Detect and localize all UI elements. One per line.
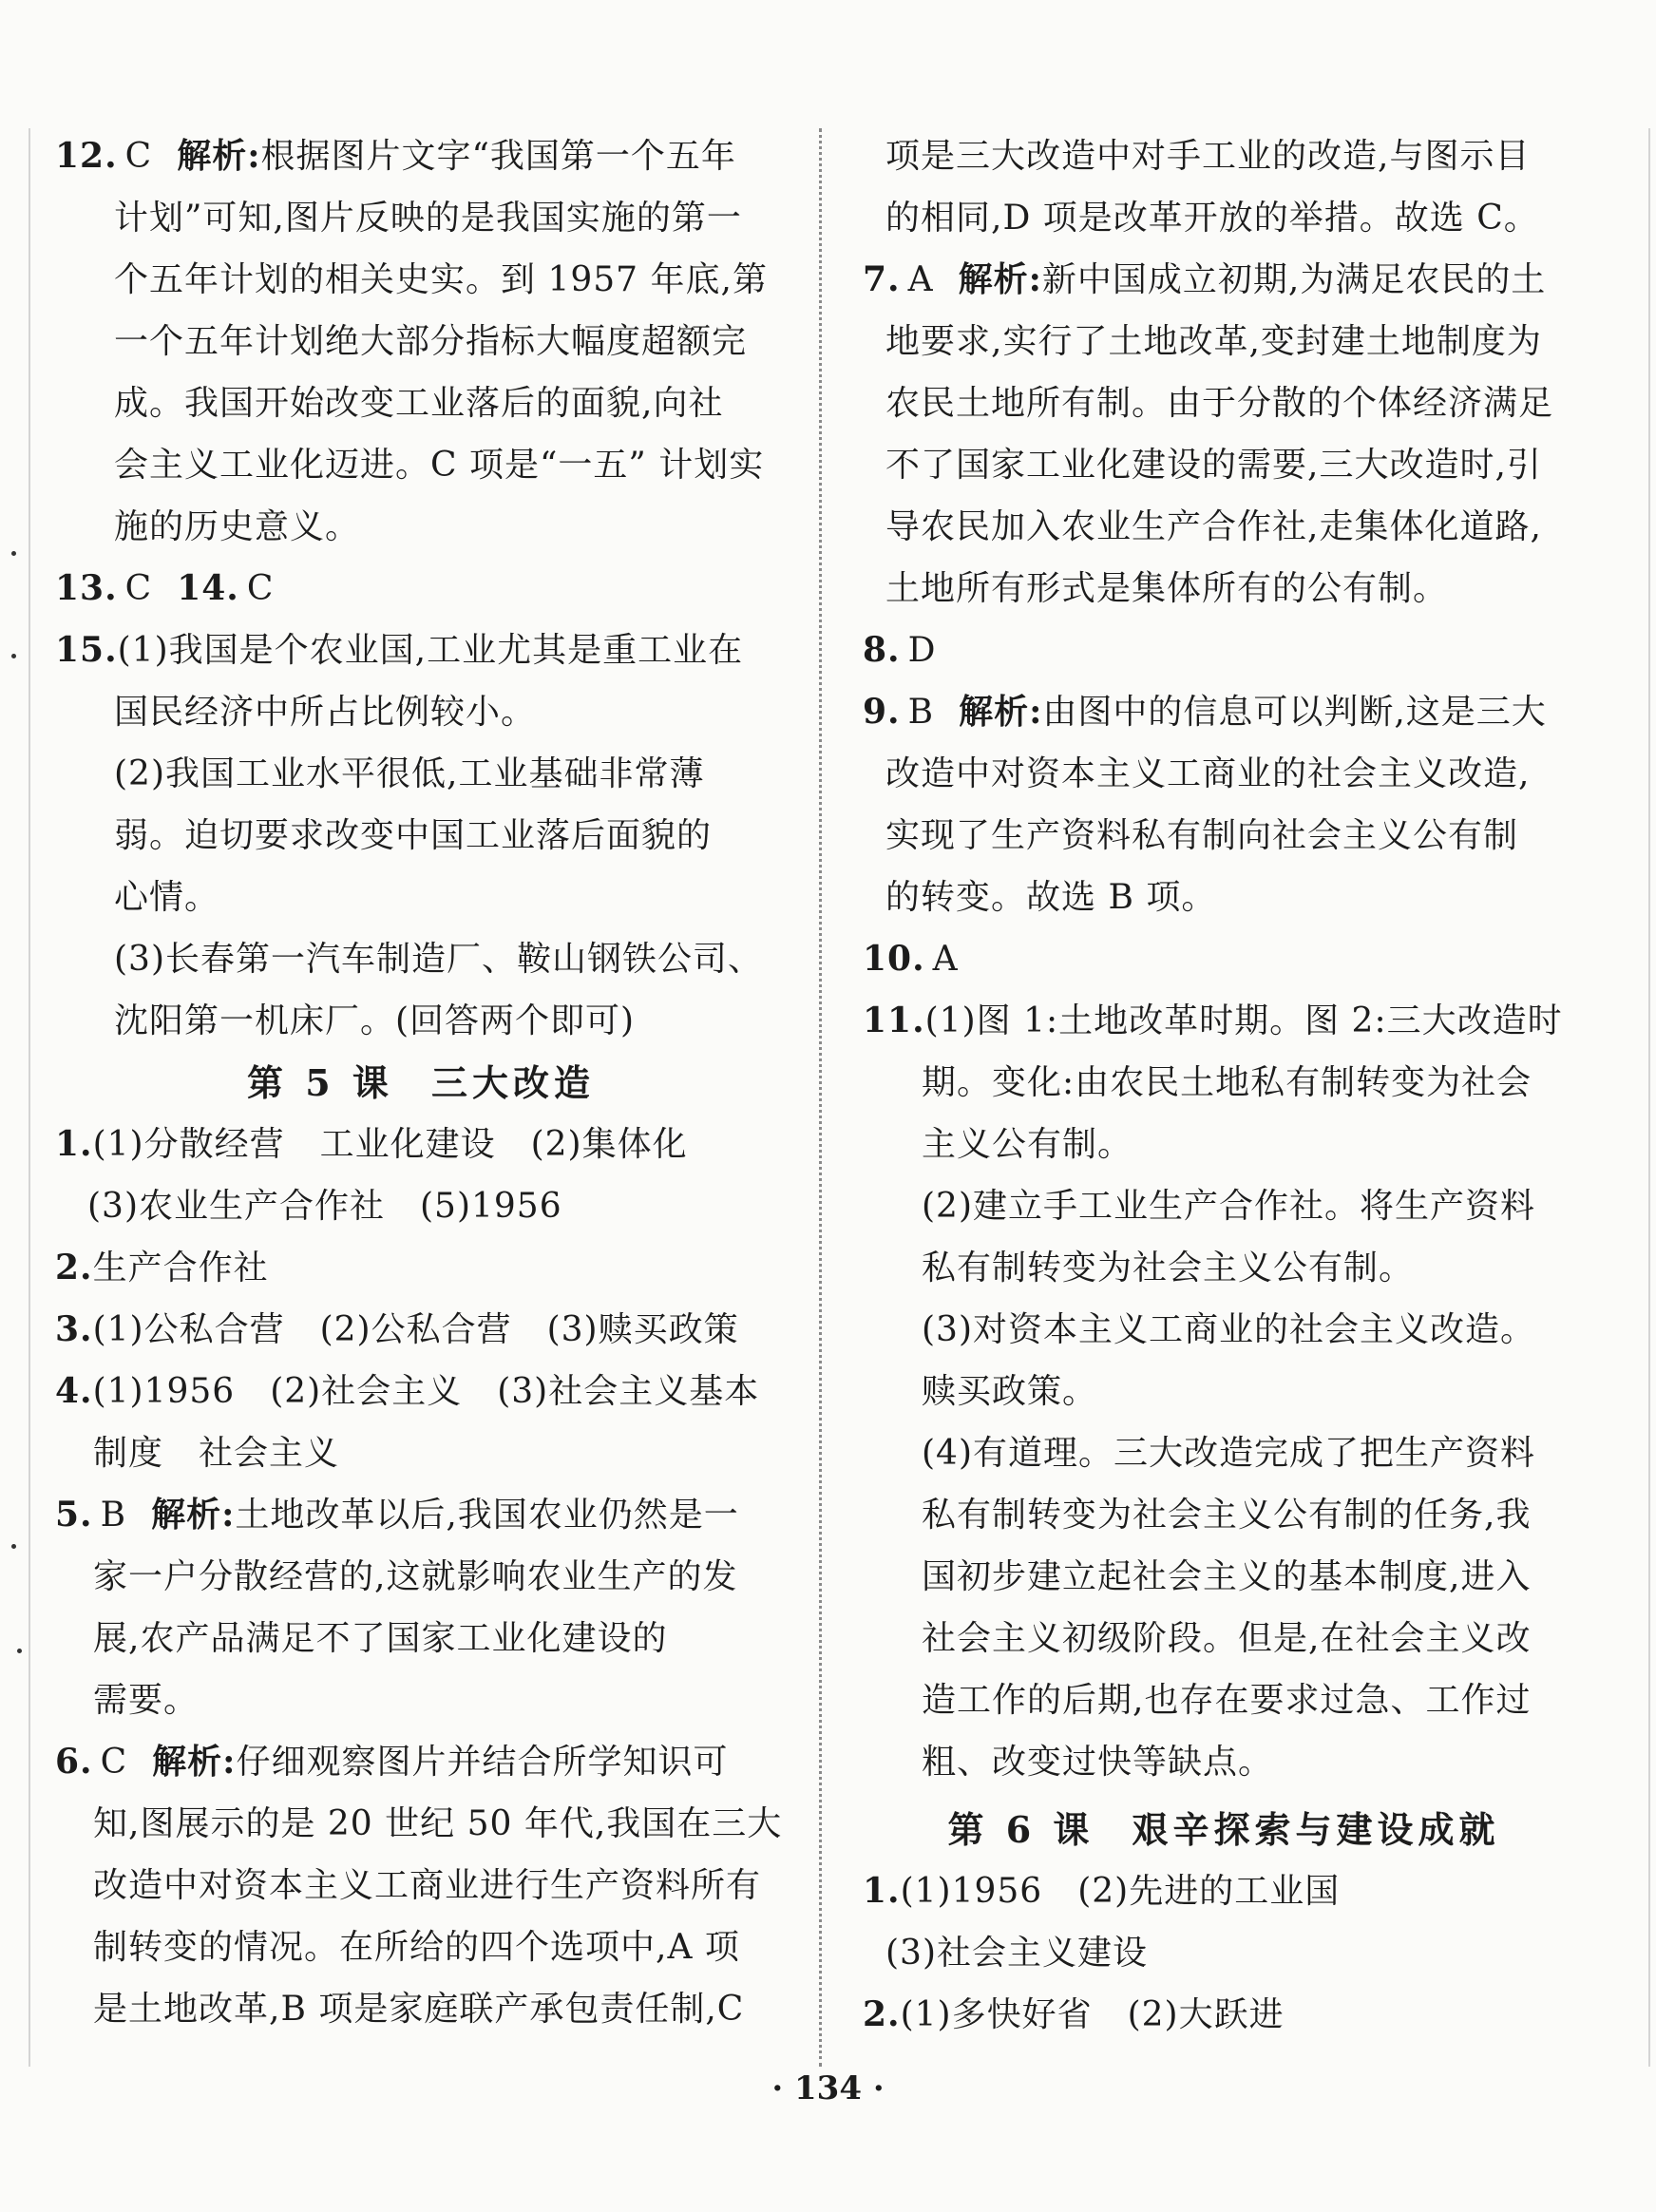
analysis-label: 解析: bbox=[958, 259, 1042, 299]
question-number: 4. bbox=[55, 1371, 93, 1411]
answer-line: (2)我国工业水平很低,工业基础非常薄 bbox=[114, 754, 705, 793]
lesson5-answer-4 bbox=[55, 1361, 787, 1484]
answer-line: 赎买政策。 bbox=[922, 1372, 1098, 1411]
analysis-line: 是土地改革,B 项是家庭联产承包责任制,C bbox=[93, 1990, 745, 2029]
bullet-left: · bbox=[771, 2069, 794, 2107]
analysis-line: 的转变。故选 B 项。 bbox=[885, 878, 1217, 917]
lesson-6-heading bbox=[863, 1799, 1585, 1860]
question-number: 1. bbox=[863, 1871, 901, 1911]
answer-line: 造工作的后期,也存在要求过急、工作过 bbox=[922, 1681, 1532, 1720]
answer-text: (1)我国是个农业国,工业尤其是重工业在 bbox=[117, 631, 744, 670]
answer-text: (1)分散经营 工业化建设 (2)集体化 bbox=[92, 1125, 688, 1164]
analysis-text: 根据图片文字“我国第一个五年 bbox=[260, 137, 736, 176]
answer-13-14 bbox=[55, 558, 787, 620]
answer-15 bbox=[55, 620, 787, 1052]
analysis-line: 施的历史意义。 bbox=[114, 507, 361, 546]
answer-line: 社会主义初级阶段。但是,在社会主义改 bbox=[922, 1619, 1532, 1658]
analysis-line: 会主义工业化迈进。C 项是“一五” 计划实 bbox=[114, 446, 765, 485]
margin-dot bbox=[11, 551, 16, 556]
answer-line: 主义公有制。 bbox=[922, 1125, 1133, 1164]
lesson5-answer-1 bbox=[55, 1114, 787, 1237]
answer-choice: C bbox=[124, 137, 153, 176]
bullet-right: · bbox=[861, 2069, 885, 2107]
analysis-line: 制转变的情况。在所给的四个选项中,A 项 bbox=[93, 1928, 740, 1967]
answer-line: 制度 社会主义 bbox=[93, 1434, 340, 1473]
analysis-line: 展,农产品满足不了国家工业化建设的 bbox=[93, 1619, 668, 1658]
right-margin-line bbox=[1648, 128, 1650, 2067]
question-number: 11. bbox=[863, 1001, 925, 1040]
answer-choice: D bbox=[907, 631, 937, 670]
lesson-title: 三大改造 bbox=[430, 1061, 595, 1104]
analysis-line: 地要求,实行了土地改革,变封建土地制度为 bbox=[885, 322, 1542, 361]
answer-line: 私有制转变为社会主义公有制的任务,我 bbox=[922, 1496, 1532, 1535]
lesson5-answer-7 bbox=[863, 249, 1585, 620]
question-number: 5. bbox=[55, 1495, 93, 1535]
lesson-title: 艰辛探索与建设成就 bbox=[1132, 1808, 1500, 1851]
analysis-line: 计划”可知,图片反映的是我国实施的第一 bbox=[114, 199, 742, 238]
lesson-label: 第 6 课 bbox=[947, 1808, 1094, 1851]
analysis-line: 改造中对资本主义工商业进行生产资料所有 bbox=[93, 1866, 762, 1905]
analysis-line: 的相同,D 项是改革开放的举措。故选 C。 bbox=[885, 199, 1539, 238]
question-number: 10. bbox=[863, 939, 925, 979]
left-column bbox=[55, 125, 787, 2040]
analysis-line: 土地所有形式是集体所有的公有制。 bbox=[885, 569, 1449, 608]
page-footer bbox=[0, 2069, 1656, 2107]
analysis-line: 实现了生产资料私有制向社会主义公有制 bbox=[885, 816, 1519, 855]
answer-line: (4)有道理。三大改造完成了把生产资料 bbox=[922, 1434, 1535, 1473]
question-number: 2. bbox=[55, 1248, 93, 1287]
answer-text: (1)多快好省 (2)大跃进 bbox=[900, 1995, 1285, 2034]
question-number: 7. bbox=[863, 259, 901, 299]
question-number: 2. bbox=[863, 1994, 901, 2034]
analysis-line: 导农民加入农业生产合作社,走集体化道路, bbox=[885, 507, 1542, 546]
answer-text: (1)1956 (2)社会主义 (3)社会主义基本 bbox=[92, 1372, 760, 1411]
margin-dot bbox=[17, 1649, 22, 1653]
answer-line: 国民经济中所占比例较小。 bbox=[114, 693, 537, 732]
page-number: 134 bbox=[794, 2069, 862, 2107]
answer-line: 国初步建立起社会主义的基本制度,进入 bbox=[922, 1557, 1532, 1596]
analysis-text: 仔细观察图片并结合所学知识可 bbox=[236, 1743, 729, 1782]
question-number: 13. bbox=[55, 568, 118, 608]
answer-line: 粗、改变过快等缺点。 bbox=[922, 1743, 1274, 1782]
answer-choice: B bbox=[100, 1496, 127, 1535]
lesson5-answer-2 bbox=[55, 1237, 787, 1299]
lesson5-answer-8 bbox=[863, 620, 1585, 681]
answer-line: 沈阳第一机床厂。(回答两个即可) bbox=[114, 1001, 636, 1040]
lesson5-answer-5 bbox=[55, 1484, 787, 1731]
answer-line: 私有制转变为社会主义公有制。 bbox=[922, 1249, 1415, 1287]
analysis-line: 改造中对资本主义工商业的社会主义改造, bbox=[885, 754, 1531, 793]
analysis-line: 成。我国开始改变工业落后的面貌,向社 bbox=[114, 384, 724, 423]
question-number: 15. bbox=[55, 630, 118, 670]
question-number: 1. bbox=[55, 1124, 93, 1164]
lesson6-answer-1 bbox=[863, 1860, 1585, 1984]
analysis-label: 解析: bbox=[177, 136, 261, 176]
answer-line: (3)农业生产合作社 (5)1956 bbox=[87, 1187, 562, 1226]
answer-text: 生产合作社 bbox=[92, 1249, 269, 1287]
lesson-label: 第 5 课 bbox=[247, 1061, 393, 1104]
analysis-text: 新中国成立初期,为满足农民的土 bbox=[1041, 260, 1547, 299]
analysis-label: 解析: bbox=[152, 1742, 237, 1782]
question-number: 9. bbox=[863, 692, 901, 732]
lesson5-answer-10 bbox=[863, 928, 1585, 990]
answer-choice: C bbox=[100, 1743, 128, 1782]
lesson5-answer-6-continued bbox=[863, 125, 1585, 249]
analysis-line: 项是三大改造中对手工业的改造,与图示目 bbox=[885, 137, 1531, 176]
analysis-label: 解析: bbox=[151, 1495, 236, 1535]
margin-dot bbox=[11, 654, 16, 658]
question-number: 12. bbox=[55, 136, 118, 176]
answer-choice: C bbox=[246, 569, 275, 608]
lesson-5-heading bbox=[55, 1052, 787, 1114]
answer-choice: A bbox=[907, 260, 934, 299]
analysis-label: 解析: bbox=[959, 692, 1043, 732]
answer-line: (2)建立手工业生产合作社。将生产资料 bbox=[922, 1187, 1535, 1226]
question-number: 8. bbox=[863, 630, 901, 670]
answer-line: 心情。 bbox=[114, 878, 220, 917]
analysis-text: 由图中的信息可以判断,这是三大 bbox=[1042, 693, 1547, 732]
analysis-line: 不了国家工业化建设的需要,三大改造时,引 bbox=[885, 446, 1542, 485]
answer-text: (1)图 1:土地改革时期。图 2:三大改造时 bbox=[924, 1001, 1563, 1040]
lesson5-answer-6 bbox=[55, 1731, 787, 2040]
answer-line: (3)社会主义建设 bbox=[885, 1934, 1148, 1973]
analysis-line: 一个五年计划绝大部分指标大幅度超额完 bbox=[114, 322, 748, 361]
analysis-line: 家一户分散经营的,这就影响农业生产的发 bbox=[93, 1557, 738, 1596]
analysis-line: 农民土地所有制。由于分散的个体经济满足 bbox=[885, 384, 1554, 423]
analysis-line: 个五年计划的相关史实。到 1957 年底,第 bbox=[114, 260, 768, 299]
answer-12 bbox=[55, 125, 787, 558]
answer-choice: A bbox=[932, 940, 959, 979]
lesson5-answer-3 bbox=[55, 1299, 787, 1361]
answer-line: (3)长春第一汽车制造厂、鞍山钢铁公司、 bbox=[114, 940, 763, 979]
answer-choice: C bbox=[124, 569, 153, 608]
left-margin-line bbox=[29, 128, 30, 2067]
analysis-line: 需要。 bbox=[93, 1681, 200, 1720]
right-column bbox=[863, 125, 1585, 2046]
column-divider bbox=[819, 128, 822, 2067]
answer-line: 弱。迫切要求改变中国工业落后面貌的 bbox=[114, 816, 713, 855]
question-number: 3. bbox=[55, 1309, 93, 1349]
lesson5-answer-11 bbox=[863, 990, 1585, 1793]
analysis-line: 知,图展示的是 20 世纪 50 年代,我国在三大 bbox=[93, 1804, 783, 1843]
answer-choice: B bbox=[907, 693, 935, 732]
margin-dot bbox=[11, 1544, 16, 1549]
answer-line: 期。变化:由农民土地私有制转变为社会 bbox=[922, 1063, 1532, 1102]
answer-text: (1)公私合营 (2)公私合营 (3)赎买政策 bbox=[92, 1310, 739, 1349]
lesson5-answer-9 bbox=[863, 681, 1585, 928]
analysis-text: 土地改革以后,我国农业仍然是一 bbox=[235, 1496, 739, 1535]
question-number: 14. bbox=[177, 568, 239, 608]
answer-text: (1)1956 (2)先进的工业国 bbox=[900, 1872, 1341, 1911]
question-number: 6. bbox=[55, 1742, 93, 1782]
answer-line: (3)对资本主义工商业的社会主义改造。 bbox=[922, 1310, 1535, 1349]
lesson6-answer-2 bbox=[863, 1984, 1585, 2046]
